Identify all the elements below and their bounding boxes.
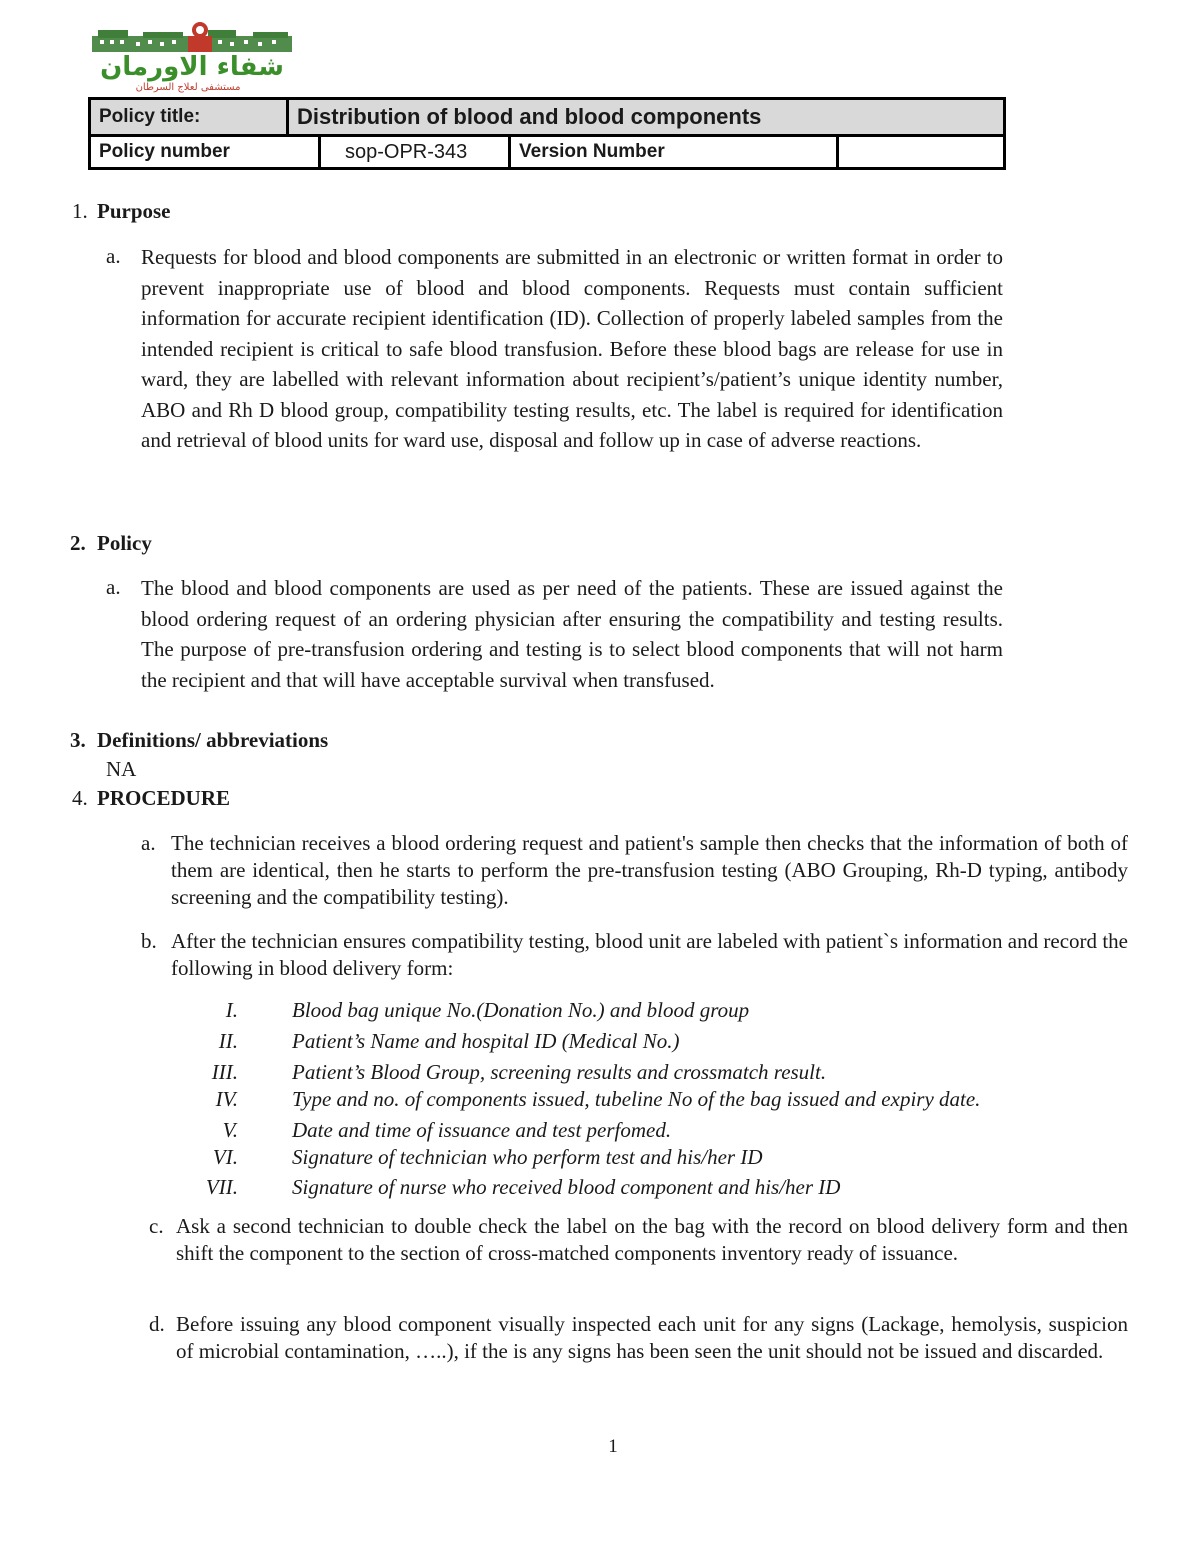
- purpose-paragraph: Requests for blood and blood components are submitted in an electronic or written format in order to prevent inappropriate use of blood and blood components. Requests must contain sufficient information for accurate recipient identification (ID). Collection of properly labeled samples from the intended recipient is critical to safe blood transfusion. Before these blood bags are release for use in ward, they are labelled with relevant information about recipient’s/patient’s unique identity number, ABO and Rh D blood group, compatibility testing results, etc. The label is required for identification and retrieval of blood units for ward use, disposal and follow up in case of adverse reactions.: [141, 245, 1003, 452]
- roman-numeral: III.: [211, 1060, 238, 1084]
- purpose-item-letter: a.: [106, 244, 121, 268]
- policy-number-label: Policy number: [91, 137, 321, 167]
- roman-numeral: IV.: [215, 1087, 238, 1111]
- roman-list-item: Patient’s Blood Group, screening results and crossmatch result.: [292, 1060, 827, 1084]
- version-number-label: Version Number: [511, 137, 839, 167]
- policy-title-value: Distribution of blood and blood components: [289, 100, 1003, 134]
- procedure-item-letter: c.: [149, 1214, 164, 1238]
- logo-arabic-name: شفاء الاورمان: [100, 52, 284, 82]
- roman-list-item: Type and no. of components issued, tubeline No of the bag issued and expiry date.: [292, 1087, 981, 1111]
- header-row-number: [91, 137, 1003, 167]
- procedure-item-text: Ask a second technician to double check the label on the bag with the record on blood delivery form and then shift the component to the section of cross-matched components inventory ready of issuance.: [176, 1214, 1128, 1265]
- section-title-purpose: Purpose: [97, 199, 171, 223]
- section-number-definitions: 3.: [70, 728, 86, 752]
- definitions-text: NA: [106, 757, 137, 781]
- policy-number-value: sop-OPR-343: [321, 137, 511, 167]
- procedure-item-text: Before issuing any blood component visually inspected each unit for any signs (Lackage, hemolysis, suspicion of microbial contamination, …..), if the is any signs has been seen the unit should not be issued and discarded.: [176, 1312, 1128, 1363]
- roman-list-item: Patient’s Name and hospital ID (Medical No.): [292, 1029, 680, 1053]
- roman-list-item: Signature of technician who perform test and his/her ID: [292, 1145, 763, 1169]
- header-row-title: [91, 100, 1003, 137]
- section-title-policy: Policy: [97, 531, 152, 555]
- logo-arabic-subtitle: مستشفى لعلاج السرطان: [135, 82, 241, 93]
- procedure-item-text: After the technician ensures compatibility testing, blood unit are labeled with patient`s information and record the following in blood delivery form:: [171, 929, 1128, 980]
- procedure-item-letter: b.: [141, 929, 157, 953]
- roman-numeral: V.: [222, 1118, 238, 1142]
- section-number-procedure: 4.: [72, 786, 88, 810]
- roman-numeral: VI.: [212, 1145, 238, 1169]
- policy-paragraph: The blood and blood components are used as per need of the patients. These are issued against the blood ordering request of an ordering physician after ensuring the compatibility and testing results. The purpose of pre-transfusion ordering and testing is to select blood components that will not harm the recipient and that will have acceptable survival when transfused.: [141, 576, 1003, 692]
- section-number-policy: 2.: [70, 531, 86, 555]
- roman-list-item: Blood bag unique No.(Donation No.) and blood group: [292, 998, 750, 1022]
- roman-list-item: Date and time of issuance and test perfomed.: [292, 1118, 672, 1142]
- roman-numeral: VII.: [205, 1175, 238, 1199]
- section-number-purpose: 1.: [72, 199, 88, 223]
- policy-header-table: [88, 97, 1006, 170]
- procedure-item-letter: a.: [141, 831, 156, 855]
- hospital-logo: [88, 18, 298, 96]
- policy-item-letter: a.: [106, 575, 121, 599]
- policy-title-label: Policy title:: [91, 100, 289, 134]
- procedure-item-letter: d.: [149, 1312, 165, 1336]
- roman-list-item: Signature of nurse who received blood component and his/her ID: [292, 1175, 841, 1199]
- page-number: 1: [608, 1436, 618, 1457]
- procedure-item-text: The technician receives a blood ordering request and patient's sample then checks that the information of both of them are identical, then he starts to perform the pre-transfusion testing (ABO Grouping, Rh-D typing, antibody screening and the compatibility testing).: [171, 831, 1128, 909]
- section-title-definitions: Definitions/ abbreviations: [97, 728, 329, 752]
- roman-numeral: II.: [218, 1029, 238, 1053]
- section-title-procedure: PROCEDURE: [97, 786, 231, 810]
- roman-numeral: I.: [225, 998, 238, 1022]
- version-number-value: [839, 137, 1003, 167]
